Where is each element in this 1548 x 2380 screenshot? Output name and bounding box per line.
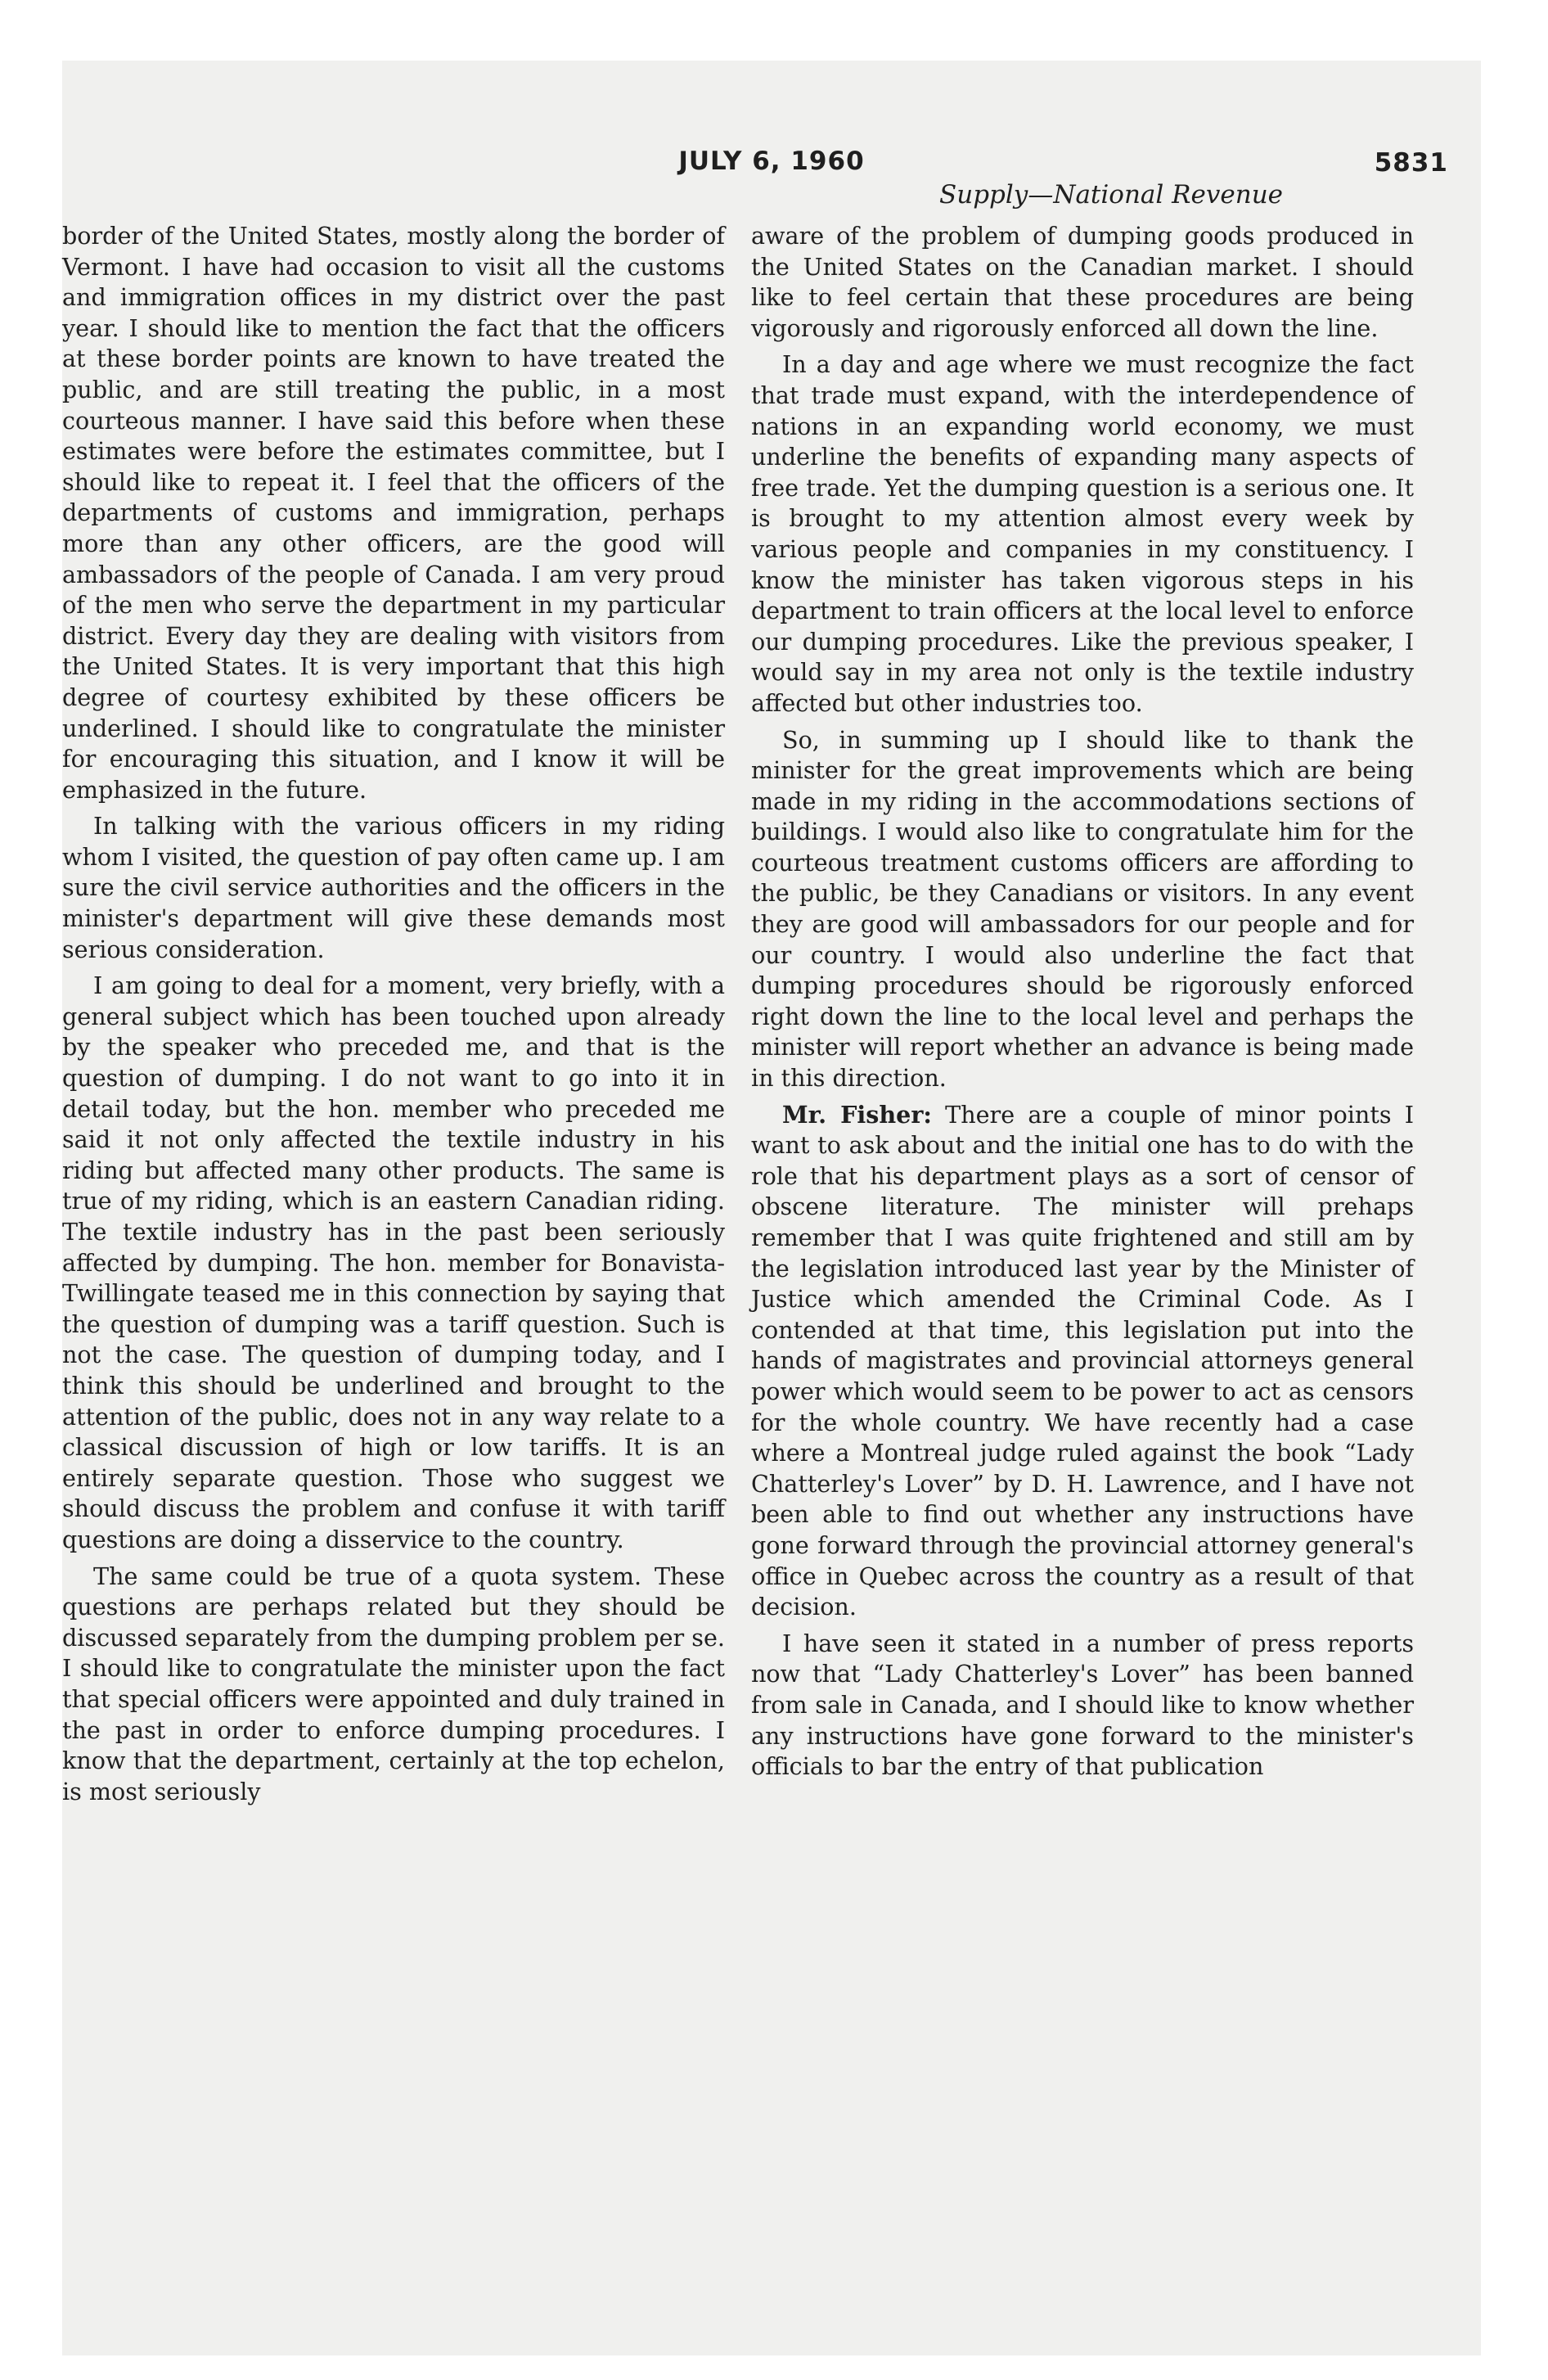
paragraph: In talking with the various officers in my riding whom I visited, the question of pay often came up. I am sure the civil service authorities and the officers in the minister's department will give these demands most serious consideration. <box>62 812 725 963</box>
paragraph: aware of the problem of dumping goods produced in the United States on the Canadian market. I should like to feel certain that these procedures are being vigorously and rigorously enforced all down the line. <box>751 222 1414 342</box>
page-sheet <box>62 61 1481 2355</box>
paragraph: In a day and age where we must recognize the fact that trade must expand, with the interdependence of nations in an expanding world economy, we must underline the benefits of expanding many aspects of free trade. Yet the dumping question is a serious one. It is brought to my attention almost every week by various people and companies in my constituency. I know the minister has taken vigorous steps in his department to train officers at the local level to enforce our dumping procedures. Like the previous speaker, I would say in my area not only is the textile industry affected but other industries too. <box>751 350 1414 717</box>
speech-text: There are a couple of minor points I want to ask about and the initial one has to do with the role that his department plays as a sort of censor of obscene literature. The minister will prehaps remember that I was quite frightened and still am by the legislation introduced last year by the Minister of Justice which amended the Criminal Code. As I contended at that time, this legislation put into the hands of magistrates and provincial attorneys general power which would seem to be power to act as censors for the whole country. We have recently had a case where a Montreal judge ruled against the book “Lady Chatterley's Lover” by D. H. Lawrence, and I have not been able to find out whether any instructions have gone forward through the provincial attorney general's office in Quebec across the country as a result of that decision. <box>751 1100 1414 1621</box>
paragraph: I am going to deal for a moment, very briefly, with a general subject which has been touched upon already by the speaker who preceded me, and that is the question of dumping. I do not want to go into it in detail today, but the hon. member who preceded me said it not only affected the textile industry in his riding but affected many other products. The same is true of my riding, which is an eastern Canadian riding. The textile industry has in the past been seriously affected by dumping. The hon. member for Bonavista-Twillingate teased me in this connection by saying that the question of dumping was a tariff question. Such is not the case. The question of dumping today, and I think this should be underlined and brought to the attention of the public, does not in any way relate to a classical discussion of high or low tariffs. It is an entirely separate question. Those who suggest we should discuss the problem and confuse it with tariff questions are doing a disservice to the country. <box>62 971 725 1553</box>
speech-paragraph <box>751 1100 1414 1623</box>
right-column <box>751 221 1414 1788</box>
paragraph: So, in summing up I should like to thank the minister for the great improvements which are being made in my riding in the accommodations sections of buildings. I would also like to congratulate him for the courteous treatment customs officers are affording to the public, be they Canadians or visitors. In any event they are good will ambassadors for our people and for our country. I would also underline the fact that dumping procedures should be rigorously enforced right down the line to the local level and perhaps the minister will report whether an advance is being made in this direction. <box>751 725 1414 1093</box>
paragraph: border of the United States, mostly along the border of Vermont. I have had occasion to visit all the customs and immigration offices in my district over the past year. I should like to mention the fact that the officers at these border points are known to have treated the public, and are still treating the public, in a most courteous manner. I have said this before when these estimates were before the estimates committee, but I should like to repeat it. I feel that the officers of the departments of customs and immigration, perhaps more than any other officers, are the good will ambassadors of the people of Canada. I am very proud of the men who serve the department in my particular district. Every day they are dealing with visitors from the United States. It is very important that this high degree of courtesy exhibited by these officers be underlined. I should like to congratulate the minister for encouraging this situation, and I know it will be emphasized in the future. <box>62 222 725 804</box>
header-date: JULY 6, 1960 <box>678 146 865 176</box>
page-number: 5831 <box>1374 148 1448 178</box>
running-head: Supply—National Revenue <box>939 180 1283 210</box>
paragraph: I have seen it stated in a number of press reports now that “Lady Chatterley's Lover” has been banned from sale in Canada, and I should like to know whether any instructions have gone forward to the minister's officials to bar the entry of that publication <box>751 1629 1414 1781</box>
paragraph: The same could be true of a quota system. These questions are perhaps related but they should be discussed separately from the dumping problem per se. I should like to congratulate the minister upon the fact that special officers were appointed and duly trained in the past in order to enforce dumping procedures. I know that the department, certainly at the top echelon, is most seriously <box>62 1562 725 1805</box>
left-column <box>62 221 725 1813</box>
speaker-name: Mr. Fisher: <box>782 1100 932 1129</box>
